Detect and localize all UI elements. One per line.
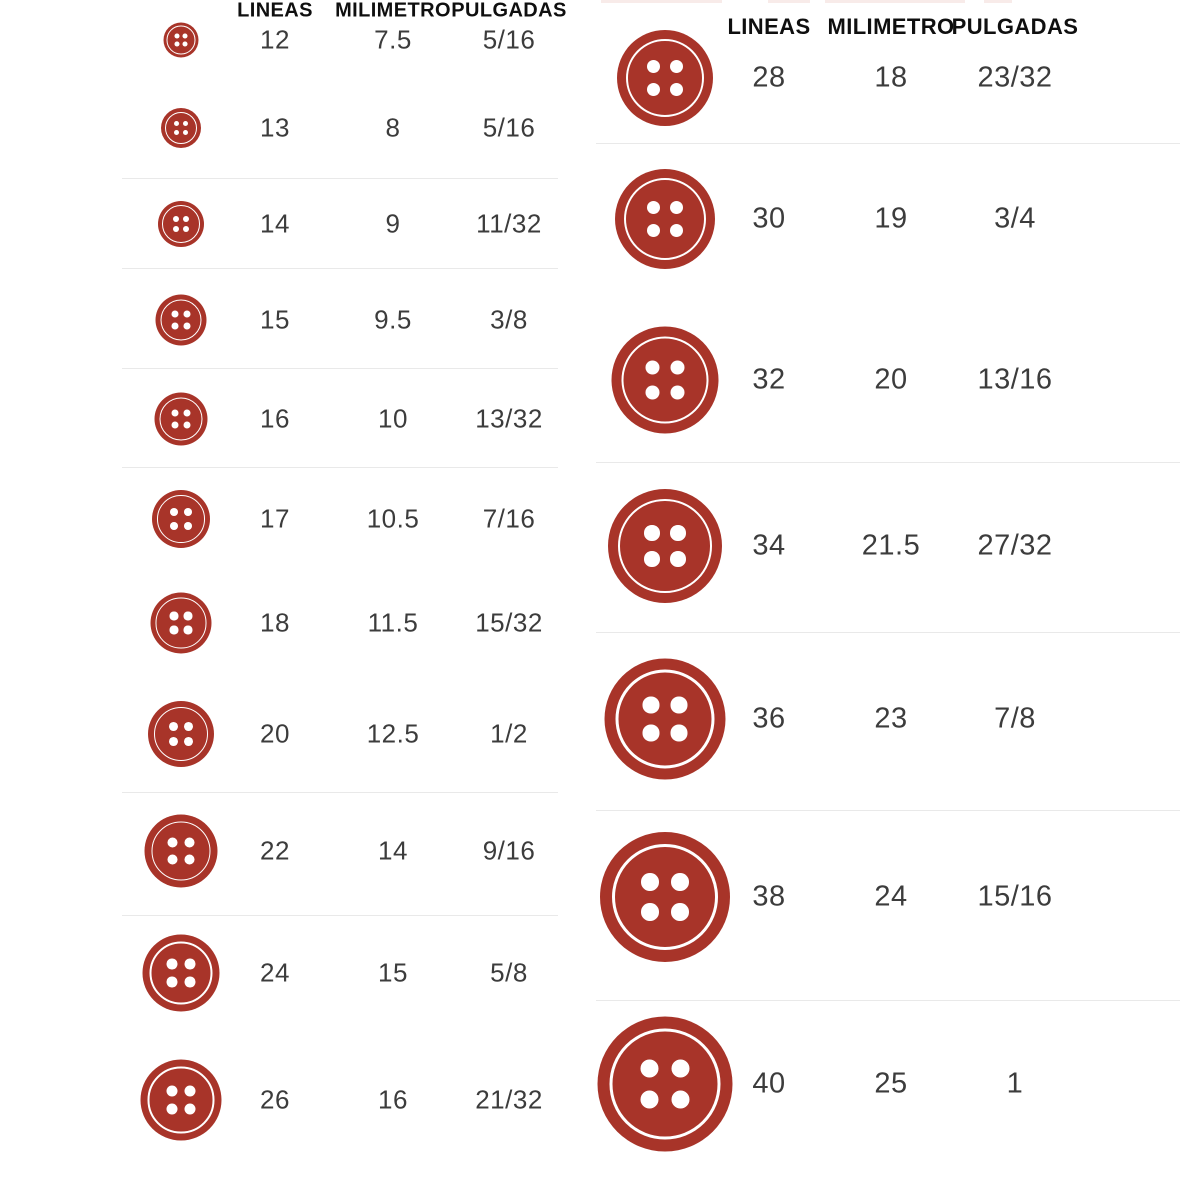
row-separator — [122, 792, 558, 793]
button-ring-icon — [612, 844, 719, 951]
button-hole-icon — [184, 854, 194, 864]
milimetro-value: 15 — [378, 957, 408, 988]
pulgadas-value: 7/8 — [994, 702, 1036, 735]
button-hole-icon — [644, 525, 659, 540]
milimetro-value: 21.5 — [861, 529, 921, 562]
row-separator — [596, 632, 1180, 633]
button-ring-icon — [618, 499, 712, 593]
button-hole-icon — [184, 722, 193, 731]
column-header-pulgadas: PULGADAS — [451, 0, 567, 22]
lineas-value: 34 — [752, 529, 786, 562]
button-hole-icon — [169, 722, 178, 731]
button-ring-icon — [149, 941, 212, 1004]
row-separator — [596, 1000, 1180, 1001]
button-hole-icon — [671, 697, 687, 713]
lineas-value: 16 — [260, 403, 290, 434]
button-hole-icon — [169, 737, 178, 746]
pulgadas-value: 5/16 — [482, 24, 536, 55]
button-hole-icon — [174, 121, 179, 126]
row-separator — [122, 368, 558, 369]
lineas-value: 17 — [260, 503, 290, 534]
milimetro-value: 11.5 — [367, 607, 419, 638]
button-icon — [161, 108, 201, 148]
button-ring-icon — [610, 1029, 721, 1140]
lineas-value: 24 — [260, 957, 290, 988]
row-separator — [122, 268, 558, 269]
button-hole-icon — [184, 522, 192, 530]
pulgadas-value: 13/32 — [475, 403, 543, 434]
column-header-lineas: LINEAS — [237, 0, 313, 22]
button-hole-icon — [183, 216, 189, 222]
button-icon — [156, 295, 207, 346]
button-hole-icon — [183, 226, 189, 232]
lineas-value: 14 — [260, 208, 290, 239]
pulgadas-value: 11/32 — [476, 208, 542, 239]
button-ring-icon — [167, 26, 196, 55]
button-icon — [164, 23, 199, 58]
lineas-value: 38 — [752, 880, 786, 913]
button-hole-icon — [184, 838, 194, 848]
milimetro-value: 9.5 — [374, 304, 412, 335]
button-hole-icon — [184, 737, 193, 746]
lineas-value: 26 — [260, 1084, 290, 1115]
button-icon — [612, 327, 719, 434]
button-hole-icon — [671, 1059, 689, 1077]
button-icon — [617, 30, 713, 126]
button-ring-icon — [159, 397, 202, 440]
column-header-milimetro: MILIMETRO — [335, 0, 451, 22]
button-hole-icon — [641, 903, 659, 921]
button-ring-icon — [621, 336, 709, 424]
row-separator — [122, 178, 558, 179]
button-hole-icon — [173, 226, 179, 232]
column-header-pulgadas: PULGADAS — [951, 14, 1079, 39]
button-hole-icon — [670, 360, 684, 374]
button-hole-icon — [670, 201, 684, 215]
button-hole-icon — [175, 34, 180, 39]
lineas-value: 12 — [260, 24, 290, 55]
column-header-milimetro: MILIMETRO — [827, 14, 955, 39]
row-separator — [122, 915, 558, 916]
milimetro-value: 10.5 — [366, 503, 420, 534]
lineas-value: 28 — [752, 61, 786, 94]
button-hole-icon — [171, 422, 178, 429]
button-icon — [615, 169, 715, 269]
lineas-value: 18 — [260, 607, 290, 638]
button-hole-icon — [167, 959, 177, 969]
button-hole-icon — [173, 216, 179, 222]
lineas-value: 30 — [752, 202, 786, 235]
button-icon — [145, 815, 218, 888]
button-hole-icon — [183, 42, 188, 47]
column-header-lineas: LINEAS — [727, 14, 811, 39]
button-hole-icon — [166, 1104, 177, 1115]
button-hole-icon — [172, 322, 179, 329]
pulgadas-value: 15/16 — [977, 880, 1053, 913]
button-ring-icon — [157, 495, 205, 543]
lineas-value: 13 — [260, 112, 290, 143]
button-hole-icon — [647, 60, 660, 73]
button-ring-icon — [624, 178, 706, 260]
milimetro-value: 18 — [874, 61, 908, 94]
milimetro-value: 14 — [378, 835, 408, 866]
button-hole-icon — [671, 1090, 689, 1108]
button-ring-icon — [165, 112, 198, 145]
lineas-value: 22 — [260, 835, 290, 866]
pulgadas-value: 7/16 — [482, 503, 536, 534]
milimetro-value: 23 — [874, 702, 908, 735]
pulgadas-value: 27/32 — [977, 529, 1053, 562]
pulgadas-value: 1/2 — [490, 718, 528, 749]
button-hole-icon — [172, 311, 179, 318]
button-hole-icon — [170, 522, 178, 530]
button-hole-icon — [174, 130, 179, 135]
button-icon — [600, 832, 730, 962]
button-icon — [158, 201, 204, 247]
button-hole-icon — [184, 612, 192, 620]
milimetro-value: 25 — [874, 1067, 908, 1100]
lineas-value: 40 — [752, 1067, 786, 1100]
button-ring-icon — [626, 39, 705, 118]
row-separator — [596, 462, 1180, 463]
top-cropped-fragment — [601, 0, 722, 3]
row-separator — [122, 467, 558, 468]
button-hole-icon — [647, 83, 660, 96]
button-hole-icon — [170, 508, 178, 516]
milimetro-value: 20 — [874, 363, 908, 396]
row-separator — [596, 810, 1180, 811]
button-hole-icon — [175, 42, 180, 47]
button-hole-icon — [168, 838, 178, 848]
button-hole-icon — [184, 626, 192, 634]
button-hole-icon — [644, 551, 659, 566]
button-hole-icon — [670, 60, 683, 73]
button-icon — [151, 593, 212, 654]
button-hole-icon — [184, 409, 191, 416]
button-hole-icon — [184, 422, 191, 429]
button-ring-icon — [154, 707, 208, 761]
lineas-value: 15 — [260, 304, 290, 335]
milimetro-value: 8 — [385, 112, 401, 143]
top-cropped-fragment — [825, 0, 965, 3]
button-hole-icon — [183, 311, 190, 318]
lineas-value: 20 — [260, 718, 290, 749]
button-hole-icon — [183, 121, 188, 126]
lineas-value: 36 — [752, 702, 786, 735]
button-hole-icon — [645, 360, 659, 374]
button-hole-icon — [641, 873, 659, 891]
button-hole-icon — [647, 201, 661, 215]
button-hole-icon — [168, 854, 178, 864]
button-hole-icon — [671, 725, 687, 741]
button-hole-icon — [670, 525, 685, 540]
milimetro-value: 19 — [874, 202, 908, 235]
button-ring-icon — [162, 205, 200, 243]
button-ring-icon — [151, 821, 211, 881]
button-ring-icon — [156, 598, 206, 648]
button-ring-icon — [160, 299, 202, 341]
milimetro-value: 12.5 — [366, 718, 420, 749]
button-icon — [141, 1060, 222, 1141]
button-hole-icon — [183, 34, 188, 39]
button-hole-icon — [670, 385, 684, 399]
button-hole-icon — [643, 697, 659, 713]
button-icon — [155, 393, 208, 446]
top-cropped-fragment — [984, 0, 1012, 3]
pulgadas-value: 13/16 — [977, 363, 1053, 396]
button-hole-icon — [671, 903, 689, 921]
button-icon — [152, 490, 210, 548]
button-hole-icon — [640, 1059, 658, 1077]
milimetro-value: 16 — [378, 1084, 408, 1115]
row-separator — [596, 143, 1180, 144]
button-hole-icon — [166, 1085, 177, 1096]
pulgadas-value: 15/32 — [475, 607, 543, 638]
button-icon — [608, 489, 722, 603]
button-hole-icon — [171, 409, 178, 416]
pulgadas-value: 5/16 — [482, 112, 536, 143]
button-icon — [148, 701, 214, 767]
button-hole-icon — [185, 1085, 196, 1096]
button-ring-icon — [615, 669, 714, 768]
pulgadas-value: 3/4 — [994, 202, 1036, 235]
button-hole-icon — [185, 959, 195, 969]
button-hole-icon — [170, 626, 178, 634]
milimetro-value: 10 — [378, 403, 408, 434]
button-hole-icon — [185, 1104, 196, 1115]
pulgadas-value: 23/32 — [977, 61, 1053, 94]
milimetro-value: 9 — [385, 208, 401, 239]
milimetro-value: 7.5 — [374, 24, 412, 55]
pulgadas-value: 9/16 — [482, 835, 536, 866]
pulgadas-value: 1 — [1006, 1067, 1024, 1100]
button-hole-icon — [167, 977, 177, 987]
button-hole-icon — [184, 508, 192, 516]
button-icon — [143, 935, 220, 1012]
button-hole-icon — [670, 83, 683, 96]
pulgadas-value: 5/8 — [490, 957, 528, 988]
button-hole-icon — [183, 322, 190, 329]
button-ring-icon — [148, 1067, 214, 1133]
button-hole-icon — [671, 873, 689, 891]
button-hole-icon — [643, 725, 659, 741]
button-hole-icon — [647, 224, 661, 238]
milimetro-value: 24 — [874, 880, 908, 913]
lineas-value: 32 — [752, 363, 786, 396]
button-hole-icon — [645, 385, 659, 399]
top-cropped-fragment — [768, 0, 810, 3]
button-icon — [605, 659, 726, 780]
pulgadas-value: 21/32 — [475, 1084, 543, 1115]
button-hole-icon — [640, 1090, 658, 1108]
pulgadas-value: 3/8 — [490, 304, 528, 335]
button-hole-icon — [670, 224, 684, 238]
button-hole-icon — [183, 130, 188, 135]
button-icon — [598, 1017, 733, 1152]
button-hole-icon — [170, 612, 178, 620]
button-hole-icon — [185, 977, 195, 987]
button-hole-icon — [670, 551, 685, 566]
